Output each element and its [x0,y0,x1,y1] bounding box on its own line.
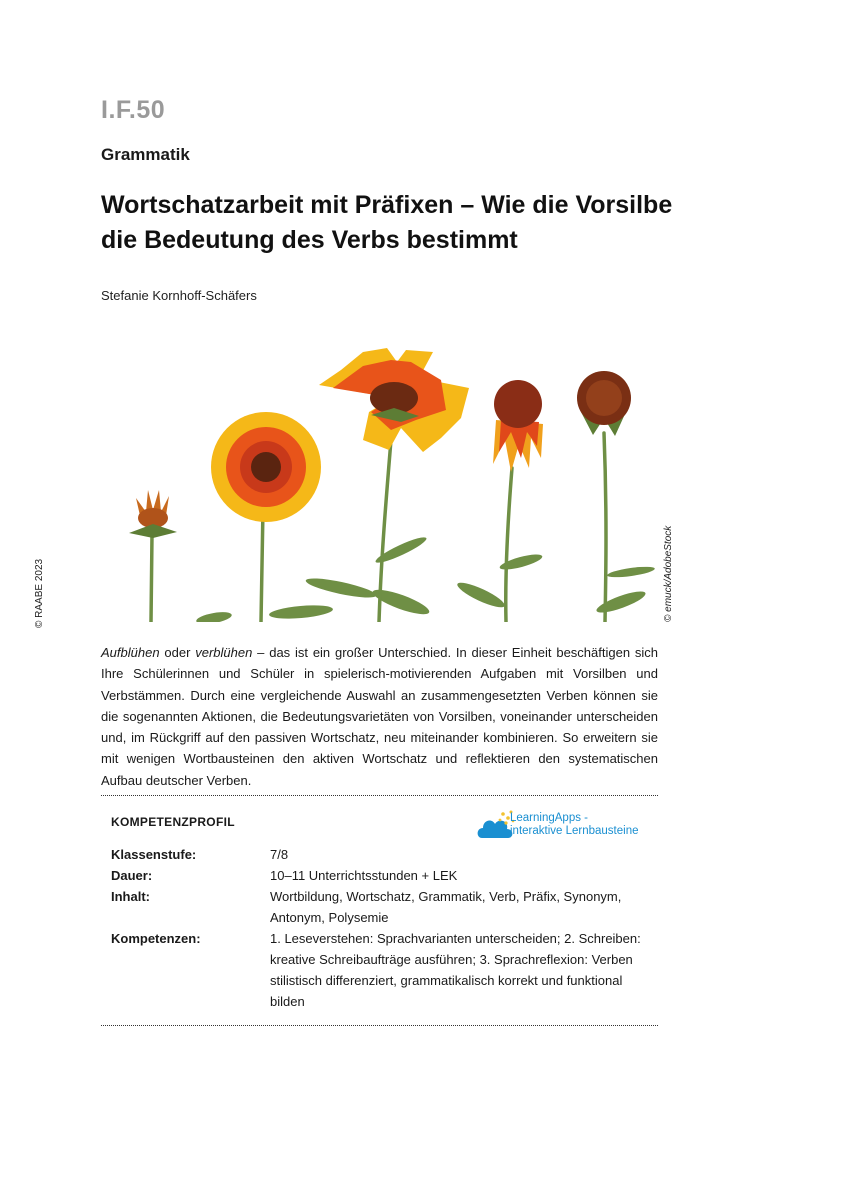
photo-credit: © emuck/AdobeStock [663,525,674,622]
intro-text-2: – das ist ein großer Unterschied. In dieser Einheit beschäftigen sich Ihre Schülerinnen und Schüler in spielerisch-motivierenden Aufgaben mit Vorsilben und Verbstämmen. Durch eine vergleichende Auswahl an zusammengesetzten Verben können sie die sogenannten Aktionen, die Bedeutungsvarietäten von Vorsilben, voneinander unterscheiden und, im Rückgriff auf den passiven Wortschatz, neu miteinander kombinieren. So erweitern sie mit wenigen Wortbausteinen den aktiven Wortschatz und reflektieren den systematischen Aufbau deutscher Verben. [101,645,659,788]
flowers-image [101,340,661,622]
author-name: Stefanie Kornhoff-Schäfers [101,288,257,303]
logo-line-1: LearningApps - [510,812,588,824]
logo-line-2: interaktive Lernbausteine [510,825,639,837]
flower-open-1 [211,412,321,522]
flower-bud [129,490,177,538]
flower-open-2 [319,348,469,452]
copyright-notice: © RAABE 2023 [34,558,45,628]
profile-value: 10–11 Unterrichtsstunden + LEK [270,868,458,883]
intro-text-1: oder [159,645,196,660]
profile-value: Wortbildung, Wortschatz, Grammatik, Verb, Präfix, Synonym, Antonym, Polysemie [270,889,622,925]
unit-code: I.F.50 [101,96,166,124]
divider-bottom [101,1025,658,1026]
profile-label: Kompetenzen: [111,931,201,946]
flower-seedhead [577,371,631,436]
divider-top [101,795,658,796]
subject-label: Grammatik [101,145,190,164]
page-title: Wortschatzarbeit mit Präfixen – Wie die Vorsilbe die Bedeutung des Verbs bestimmt [101,191,673,254]
profile-label: Klassenstufe: [111,847,197,862]
term-verbluehen: verblühen [195,645,253,660]
profile-heading: KOMPETENZPROFIL [111,815,235,829]
intro-paragraph [101,642,658,791]
term-aufbluehen: Aufblühen [101,645,160,660]
profile-value: 7/8 [270,847,289,862]
learningapps-logo[interactable] [476,806,661,846]
profile-label: Inhalt: [111,889,150,904]
flower-wilting [493,380,543,472]
profile-value: 1. Leseverstehen: Sprachvarianten unterscheiden; 2. Schreiben: kreative Schreibaufträge ausführen; 3. Sprachreflexion: Verben stilistisch differenziert, grammatikalisch korrekt und funktional bilden [270,931,641,1009]
profile-label: Dauer: [111,868,153,883]
